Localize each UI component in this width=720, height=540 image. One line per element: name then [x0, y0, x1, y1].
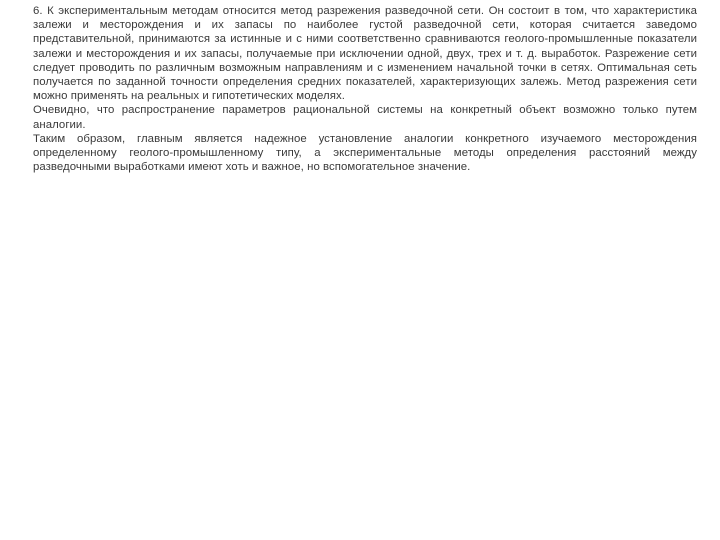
paragraph-analogy-note: Очевидно, что распространение параметров рациональной системы на конкретный объект возможно только путем аналогии. [33, 104, 697, 131]
document-page [33, 4, 697, 174]
paragraph-method-description: 6. К экспериментальным методам относится метод разрежения разведочной сети. Он состоит в том, что характеристика залежи и месторождения и их запасы по наиболее густой разведочной сети, которая считается заведомо представительной, принимаются за истинные и с ними соответственно сравниваются геолого-промышленные показатели залежи и месторождения и их запасы, получаемые при исключении одной, двух, трех и т. д. выработок. Разрежение сети следует проводить по различным возможным направлениям и с изменением начальной точки в сетях. Оптимальная сеть получается по заданной точности определения средних показателей, характеризующих залежь. Метод разрежения сети можно применять на реальных и гипотетических моделях. [33, 5, 697, 103]
paragraph-conclusion: Таким образом, главным является надежное установление аналогии конкретного изучаемого месторождения определенному геолого-промышленному типу, а экспериментальные методы определения расстояний между разведочными выработками имеют хоть и важное, но вспомогательное значение. [33, 132, 697, 174]
